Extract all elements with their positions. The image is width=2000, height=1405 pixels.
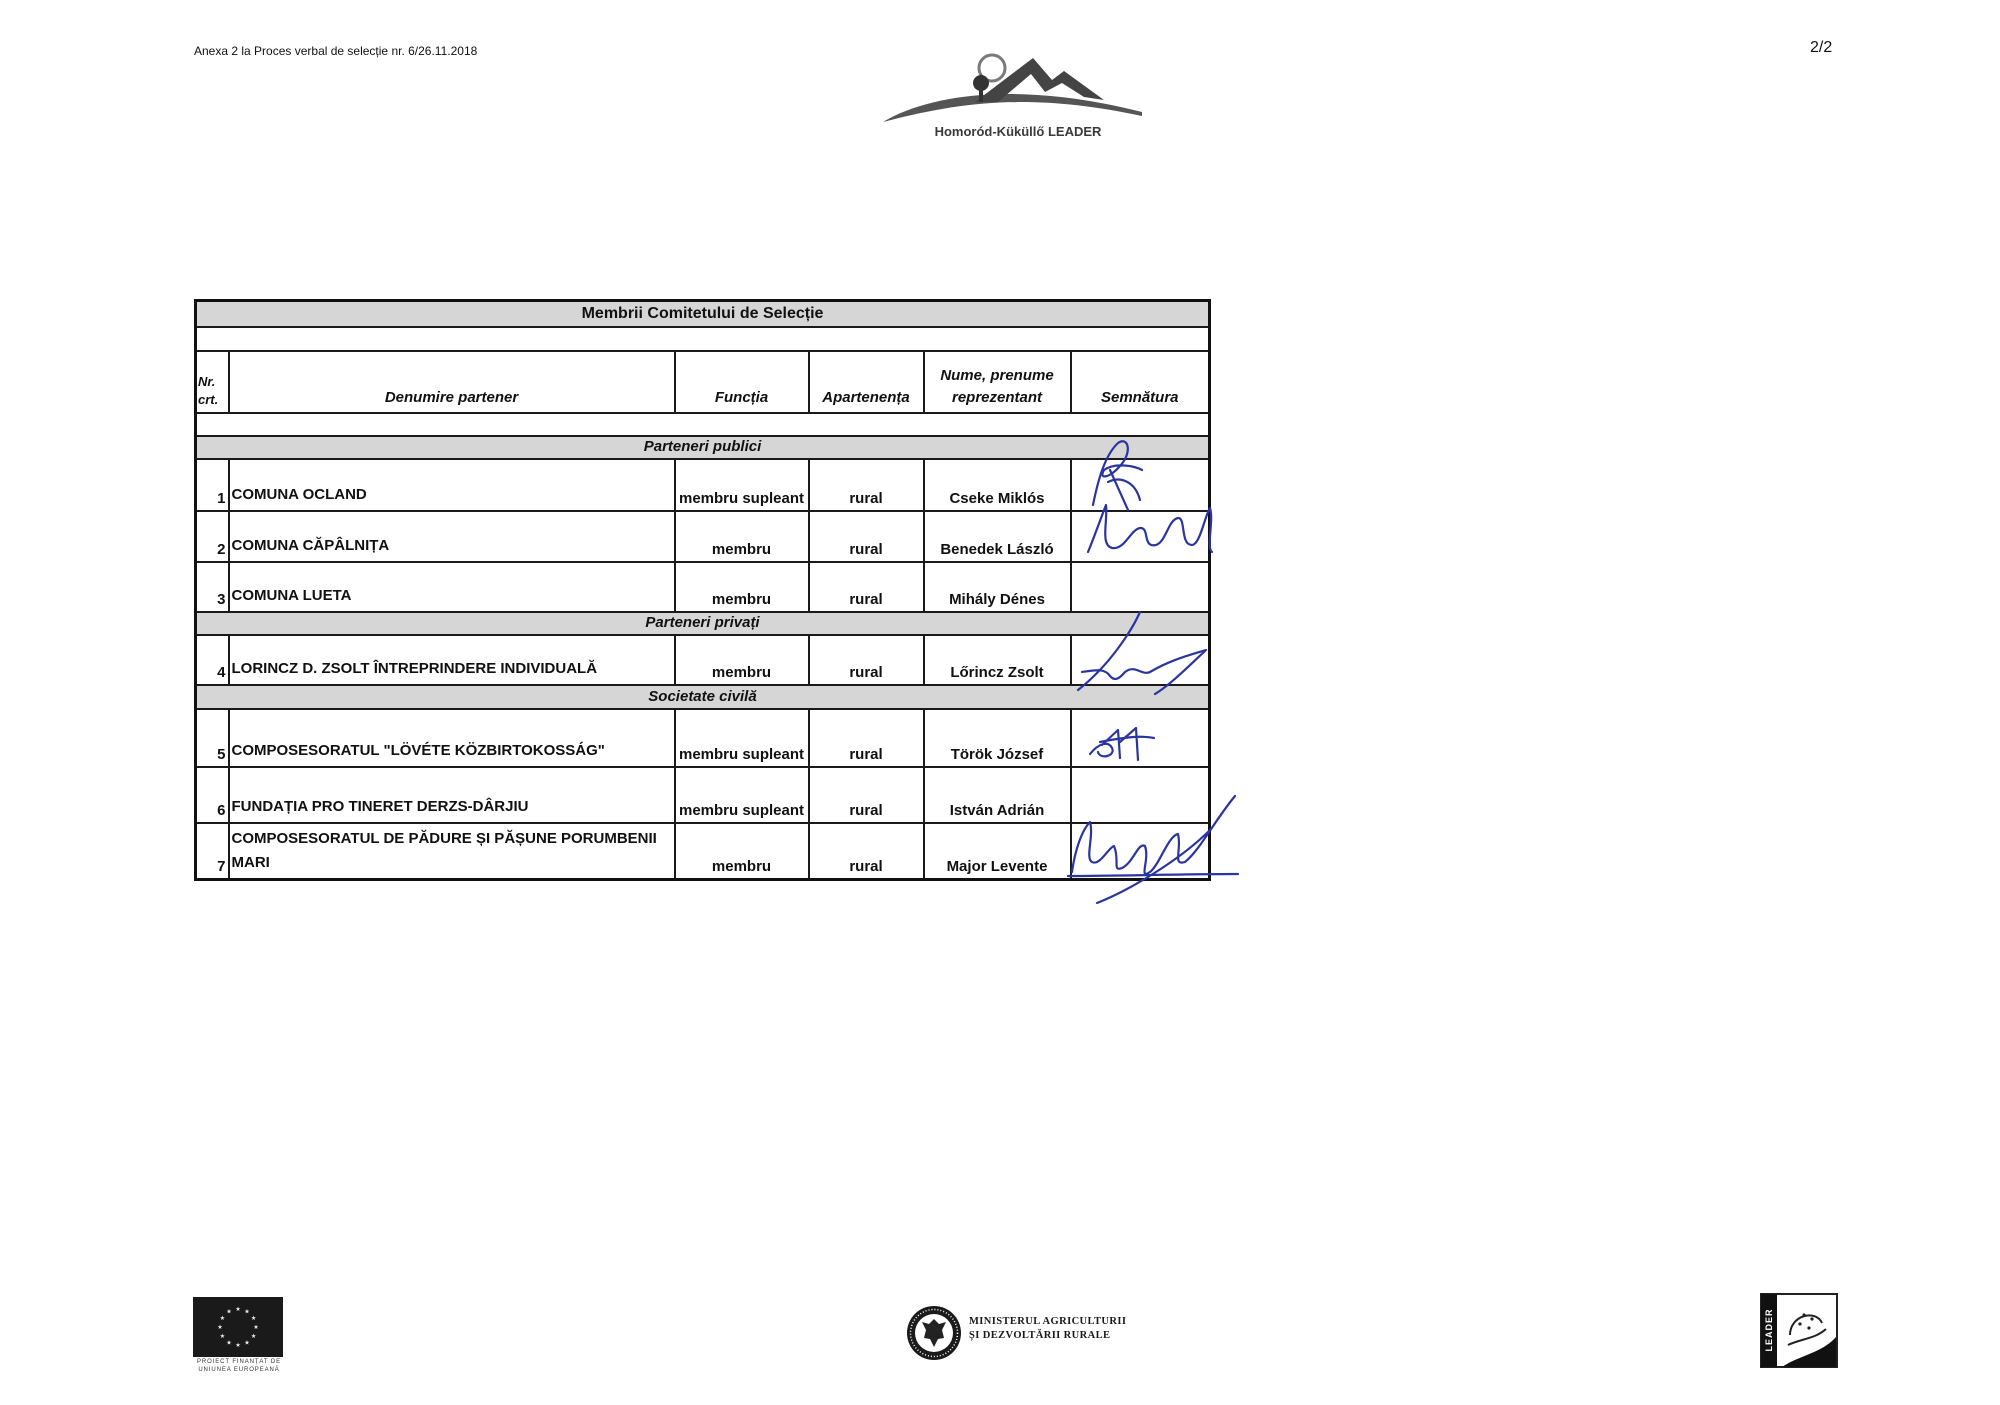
partner-membership: rural bbox=[809, 709, 924, 767]
signature-cell bbox=[1071, 459, 1210, 511]
row-number: 3 bbox=[196, 562, 229, 612]
section-header-public bbox=[196, 436, 1210, 459]
signature-cell bbox=[1071, 562, 1210, 612]
row-number: 4 bbox=[196, 635, 229, 685]
column-header-row bbox=[196, 351, 1210, 413]
table-row bbox=[196, 635, 1210, 685]
representative-name: Major Levente bbox=[924, 823, 1071, 880]
partner-function: membru bbox=[675, 635, 809, 685]
representative-name: Benedek László bbox=[924, 511, 1071, 562]
table-row bbox=[196, 511, 1210, 562]
table-title-row bbox=[196, 301, 1210, 327]
partner-name: COMUNA LUETA bbox=[229, 562, 675, 612]
table-row bbox=[196, 823, 1210, 880]
partner-function: membru supleant bbox=[675, 459, 809, 511]
ministry-name-line-2: ȘI DEZVOLTĂRII RURALE bbox=[969, 1330, 1111, 1341]
partner-membership: rural bbox=[809, 635, 924, 685]
row-number: 1 bbox=[196, 459, 229, 511]
row-number: 5 bbox=[196, 709, 229, 767]
partner-membership: rural bbox=[809, 767, 924, 823]
partner-membership: rural bbox=[809, 823, 924, 880]
partner-name: COMUNA CĂPÂLNIȚA bbox=[229, 511, 675, 562]
column-header-nr: Nr. crt. bbox=[196, 351, 229, 413]
partner-name: LORINCZ D. ZSOLT ÎNTREPRINDERE INDIVIDUALĂ bbox=[229, 635, 675, 685]
eu-caption-line-2: UNIUNEA EUROPEANĂ bbox=[198, 1367, 280, 1373]
page-number: 2/2 bbox=[1810, 39, 1833, 56]
partner-membership: rural bbox=[809, 562, 924, 612]
leader-logo-text: LEADER bbox=[1764, 1308, 1774, 1352]
partner-function: membru bbox=[675, 562, 809, 612]
eu-caption-line-1: PROIECT FINANȚAT DE bbox=[196, 1359, 282, 1365]
signature-cell bbox=[1071, 823, 1210, 880]
column-header-function: Funcția bbox=[675, 351, 809, 413]
signature-cell bbox=[1071, 511, 1210, 562]
section-header-civil-society bbox=[196, 685, 1210, 709]
blank-cell bbox=[196, 413, 1210, 436]
row-number: 7 bbox=[196, 823, 229, 880]
eu-flag-icon bbox=[193, 1297, 283, 1357]
column-header-representative: Nume, prenume reprezentant bbox=[924, 351, 1071, 413]
representative-name: Mihály Dénes bbox=[924, 562, 1071, 612]
blank-row bbox=[196, 413, 1210, 436]
column-header-membership: Apartenența bbox=[809, 351, 924, 413]
table-row bbox=[196, 459, 1210, 511]
representative-name: Cseke Miklós bbox=[924, 459, 1071, 511]
partner-function: membru supleant bbox=[675, 767, 809, 823]
row-number: 2 bbox=[196, 511, 229, 562]
selection-committee-table bbox=[194, 299, 1211, 881]
ministry-seal-icon bbox=[906, 1305, 962, 1361]
partner-name: COMUNA OCLAND bbox=[229, 459, 675, 511]
leader-logo-icon bbox=[1760, 1293, 1838, 1368]
partner-function: membru bbox=[675, 511, 809, 562]
table-title: Membrii Comitetului de Selecție bbox=[196, 301, 1210, 327]
signature-cell bbox=[1071, 709, 1210, 767]
logo-caption: Homoród-Küküllő LEADER bbox=[934, 124, 1102, 139]
partner-membership: rural bbox=[809, 511, 924, 562]
section-title: Parteneri privați bbox=[196, 612, 1210, 635]
representative-name: Török József bbox=[924, 709, 1071, 767]
homorod-kukullo-logo-icon bbox=[880, 50, 1150, 126]
partner-membership: rural bbox=[809, 459, 924, 511]
signature-cell bbox=[1071, 767, 1210, 823]
blank-row bbox=[196, 327, 1210, 351]
partner-name: COMPOSESORATUL "LÖVÉTE KÖZBIRTOKOSSÁG" bbox=[229, 709, 675, 767]
partner-function: membru supleant bbox=[675, 709, 809, 767]
table-row bbox=[196, 767, 1210, 823]
partner-function: membru bbox=[675, 823, 809, 880]
blank-cell bbox=[196, 327, 1210, 351]
signature-cell bbox=[1071, 635, 1210, 685]
representative-name: Lőrincz Zsolt bbox=[924, 635, 1071, 685]
section-title: Societate civilă bbox=[196, 685, 1210, 709]
column-header-signature: Semnătura bbox=[1071, 351, 1210, 413]
partner-name: COMPOSESORATUL DE PĂDURE ȘI PĂȘUNE PORUMBENII MARI bbox=[229, 823, 675, 880]
section-title: Parteneri publici bbox=[196, 436, 1210, 459]
section-header-private bbox=[196, 612, 1210, 635]
table-row bbox=[196, 562, 1210, 612]
ministry-name-line-1: MINISTERUL AGRICULTURII bbox=[969, 1316, 1127, 1327]
table-row bbox=[196, 709, 1210, 767]
representative-name: István Adrián bbox=[924, 767, 1071, 823]
row-number: 6 bbox=[196, 767, 229, 823]
partner-name: FUNDAȚIA PRO TINERET DERZS-DÂRJIU bbox=[229, 767, 675, 823]
annex-reference: Anexa 2 la Proces verbal de selecție nr. 6/26.11.2018 bbox=[194, 44, 478, 58]
column-header-partner: Denumire partener bbox=[229, 351, 675, 413]
